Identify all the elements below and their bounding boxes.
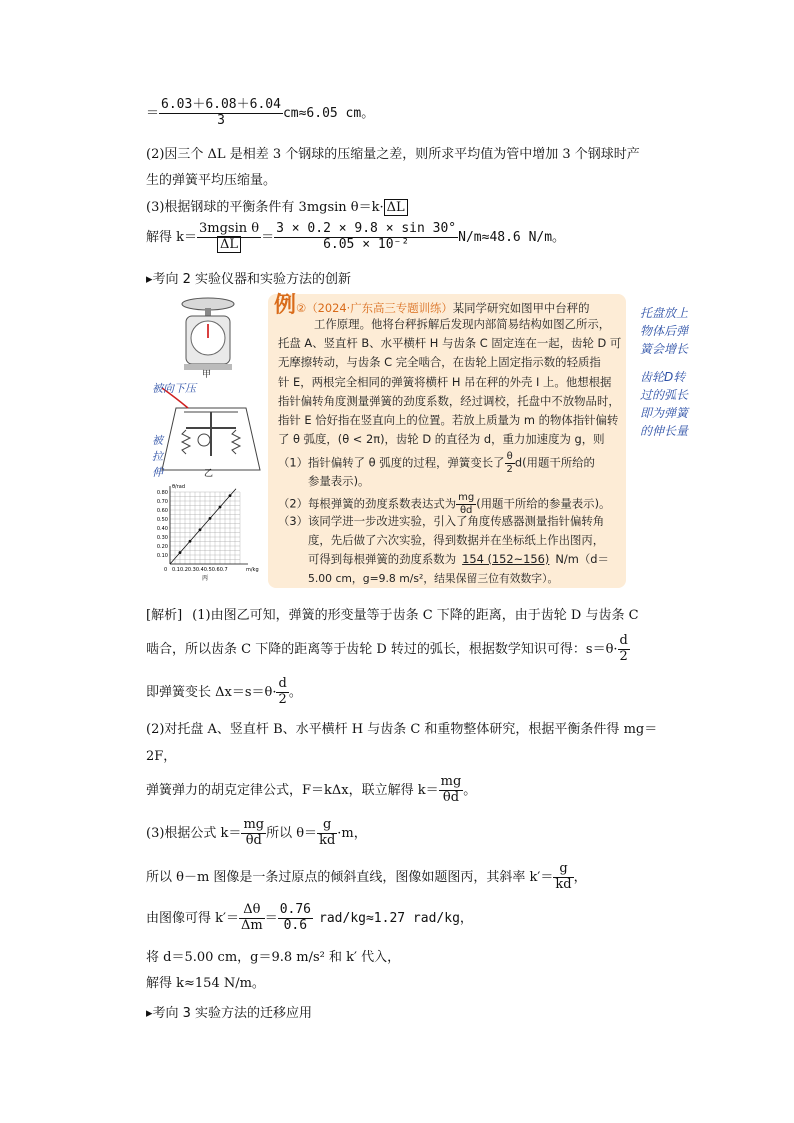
question-3-line4: 5.00 cm，g=9.8 m/s²，结果保留三位有效数字）。: [308, 572, 559, 585]
para-4-solution: [146, 222, 565, 253]
q-text: 可得到每根弹簧的劲度系数为: [308, 552, 457, 566]
q-text: 该同学进一步改进实验，引入了角度传感器测量指针偏转角: [308, 514, 605, 528]
q-text: (用题干所给的: [522, 455, 595, 470]
handnote-1-line1: 托盘放上: [640, 306, 689, 320]
fraction-g-over-kd: [553, 862, 573, 893]
gear-D: [198, 434, 210, 446]
fraction-1: [197, 222, 261, 253]
y-tick-label: 0.30: [156, 535, 168, 541]
analysis-text: 即弹簧变长 Δx＝s＝θ·: [146, 684, 277, 700]
annot-pressed-down: 被向下压: [152, 382, 196, 395]
analysis-line9: [146, 903, 473, 934]
analysis-text: rad/kg≈1.27 rad/kg，: [319, 910, 473, 926]
denominator: θd: [442, 789, 460, 805]
x-tick-labels: 0.10.20.30.40.50.60.7: [172, 567, 228, 573]
analysis-line3: [146, 677, 302, 708]
para-2-line1: (2)因三个 ΔL 是相差 3 个钢球的压缩量之差，则所求平均值为管中增加 3 个钢球时产: [146, 147, 640, 162]
fraction: [159, 98, 283, 129]
denominator: kd: [555, 876, 572, 892]
equals: ＝: [264, 910, 278, 926]
example-line: 指针偏转角度测量弹簧的劲度系数，经过调校，托盘中不放物品时，: [278, 394, 620, 408]
example-line: 指针 E 恰好指在竖直向上的位置。若放上质量为 m 的物体指针偏转: [278, 413, 619, 427]
analysis-text: 啮合，所以齿条 C 下降的距离等于齿轮 D 转过的弧长，根据数学知识可得：s＝θ·: [146, 641, 618, 657]
numerator: mg: [440, 774, 462, 789]
analysis-text: ·m，: [337, 825, 367, 841]
numerator: 0.76: [279, 902, 312, 917]
numerator: g: [553, 862, 573, 878]
numerator: Δθ: [239, 903, 265, 919]
data-point: [209, 517, 212, 520]
answer-d: d: [514, 455, 523, 470]
fraction-mg-over-thd: [241, 818, 266, 849]
analysis-text: (1)由图乙可知，弹簧的形变量等于齿条 C 下降的距离，由于齿轮 D 与齿条 C: [192, 608, 639, 623]
data-point: [179, 551, 182, 554]
section-heading-kaoxiang-2: ▸考向 2 实验仪器和实验方法的创新: [146, 272, 352, 287]
example-line: 了 θ 弧度，(θ < 2π)，齿轮 D 的直径为 d，重力加速度为 g，则: [278, 432, 605, 446]
y-tick-label: 0.10: [156, 553, 168, 559]
analysis-text: 弹簧弹力的胡克定律公式，F＝kΔx，联立解得 k＝: [146, 782, 439, 798]
q-index: （2）: [278, 496, 309, 511]
denominator: 3: [217, 112, 225, 128]
para-2-line2: 生的弹簧平均压缩量。: [146, 173, 277, 188]
y-tick-label: 0.60: [156, 508, 168, 514]
denominator: θd: [459, 504, 473, 516]
analysis-line4: (2)对托盘 A、竖直杆 B、水平横杆 H 与齿条 C 和重物整体研究，根据平衡条件得 mg＝: [146, 722, 658, 737]
answer-value: 154 (152~156): [462, 552, 550, 566]
fraction-g-over-kd: [317, 818, 337, 849]
fraction-d-over-2: [276, 677, 288, 708]
analysis-line2: [146, 634, 630, 665]
eq-average-compression: [146, 98, 374, 129]
example-source: （2024·广东高三专题训练）: [306, 301, 453, 315]
fraction-dtheta-over-dm: [239, 903, 265, 934]
sol-suffix: N/m≈48.6 N/m。: [458, 229, 566, 245]
handnote-2-line1: 齿轮D转: [640, 370, 686, 384]
sol-prefix: 解得 k＝: [146, 229, 198, 245]
handnote-1-line3: 簧会增长: [640, 342, 689, 356]
eq-prefix: ＝: [146, 105, 160, 121]
question-1-line2: 参量表示)。: [308, 474, 370, 488]
spring-left: [182, 430, 190, 454]
y-tick-label: 0.20: [156, 544, 168, 550]
analysis-text: ，: [573, 869, 587, 885]
annot-stretched-2: 拉: [152, 450, 163, 463]
figure-label-bing: 丙: [202, 575, 209, 582]
analysis-line6: [146, 775, 476, 806]
y-axis-label: θ/rad: [172, 484, 186, 490]
denominator: 2: [278, 691, 287, 707]
analysis-text: 由图像可得 k′＝: [146, 910, 239, 926]
analysis-text: 所以 θ＝: [266, 825, 318, 841]
handnote-2-line4: 的伸长量: [640, 424, 689, 438]
example-line: 工作原理。他将台秤拆解后发现内部简易结构如图乙所示，: [314, 317, 611, 331]
boxed-denominator: ΔL: [217, 236, 241, 253]
figure-label-jia: 甲: [202, 370, 212, 380]
data-point: [219, 506, 222, 509]
numerator: 3mgsin θ: [199, 221, 260, 236]
denominator: 2: [619, 648, 628, 664]
figure-jia-scale: [178, 294, 238, 376]
answer-fraction: [505, 451, 515, 475]
x-axis-label: m/kg: [246, 567, 259, 573]
q-text: (用题干所给的参量表示)。: [476, 496, 611, 511]
annot-stretched-3: 伸: [152, 466, 163, 479]
q-text: 指针偏转了 θ 弧度的过程，弹簧变长了: [308, 455, 505, 470]
y-tick-label: 0.50: [156, 517, 168, 523]
fraction-d-over-2: [618, 634, 630, 665]
section-heading-kaoxiang-3: ▸考向 3 实验方法的迁移应用: [146, 1006, 313, 1021]
analysis-line10: 将 d＝5.00 cm，g＝9.8 m/s² 和 k′ 代入，: [146, 950, 401, 965]
para-3-text: (3)根据钢球的平衡条件有 3mgsin θ＝k·: [146, 200, 384, 215]
analysis-line5: 2F，: [146, 749, 177, 764]
analysis-line1: [146, 604, 639, 623]
annot-stretched-1: 被: [152, 434, 163, 447]
q-index: （1）: [278, 455, 309, 470]
equals: ＝: [261, 229, 275, 245]
handnote-2-line2: 过的弧长: [640, 388, 689, 402]
data-point: [199, 528, 202, 531]
numerator: 3 × 0.2 × 9.8 × sin 30°: [276, 221, 457, 236]
analysis-line8: [146, 862, 587, 893]
analysis-text: 。: [463, 782, 477, 798]
analysis-head: [解析]: [146, 608, 183, 623]
numerator: θ: [505, 451, 515, 464]
numerator: d: [278, 676, 287, 691]
question-3-line2: 度，先后做了六次实验，得到数据并在坐标纸上作出图丙，: [308, 533, 605, 547]
spring-right: [232, 430, 240, 454]
example-line: 某同学研究如图甲中台秤的: [452, 301, 590, 315]
denominator: kd: [319, 832, 336, 848]
para-3: [146, 196, 408, 215]
figure-label-yi: 乙: [204, 469, 214, 479]
y-tick-label: 0.40: [156, 526, 168, 532]
q-index: （3）: [278, 514, 309, 528]
fraction-slope: [278, 903, 313, 934]
handnote-1-line2: 物体后弹: [640, 324, 689, 338]
denominator: Δm: [240, 917, 263, 933]
handnote-2-line3: 即为弹簧: [640, 406, 689, 420]
analysis-text: 。: [288, 684, 302, 700]
boxed-term: ΔL: [384, 199, 408, 216]
analysis-text: (3)根据公式 k＝: [146, 825, 242, 841]
data-point: [189, 540, 192, 543]
denominator: 6.05 × 10⁻²: [323, 236, 410, 252]
data-point: [229, 494, 232, 497]
example-panel: [268, 294, 626, 588]
y-tick-label: 0.70: [156, 499, 168, 505]
y-tick-label: 0.80: [156, 490, 168, 496]
question-3: [278, 512, 604, 532]
numerator: g: [317, 818, 337, 834]
numerator: mg: [458, 492, 475, 503]
example-line: 托盘 A、竖直杆 B、水平横杆 H 与齿条 C 固定连在一起，齿轮 D 可: [278, 336, 622, 350]
figure-bing-chart: [148, 480, 266, 582]
denominator: 2: [506, 463, 513, 475]
origin-label: 0: [164, 567, 168, 573]
numerator: 6.03＋6.08＋6.04: [161, 97, 281, 112]
analysis-line7: [146, 818, 367, 849]
fraction-mg-over-thd: [439, 775, 464, 806]
example-line: 无摩擦转动，与齿条 C 完全啮合，在齿轮上固定指示数的轻质指: [278, 355, 601, 369]
example-number: ②: [296, 301, 307, 315]
denominator: θd: [245, 832, 262, 848]
question-3-line3: [308, 550, 609, 570]
eq-suffix: cm≈6.05 cm。: [282, 105, 375, 121]
numerator: mg: [243, 817, 265, 832]
q-text: N/m（d＝: [555, 552, 609, 566]
example-line: 针 E，两根完全相同的弹簧将横杆 H 吊在秤的外壳 I 上。他想根据: [278, 375, 612, 389]
denominator: 0.6: [283, 917, 308, 933]
fraction-2: [274, 222, 458, 253]
analysis-line11: 解得 k≈154 N/m。: [146, 976, 265, 991]
q-text: 每根弹簧的劲度系数表达式为: [308, 496, 457, 511]
numerator: d: [619, 633, 628, 648]
example-label: 例: [274, 293, 297, 318]
analysis-text: 所以 θ－m 图像是一条过原点的倾斜直线，图像如题图丙，其斜率 k′＝: [146, 869, 554, 885]
